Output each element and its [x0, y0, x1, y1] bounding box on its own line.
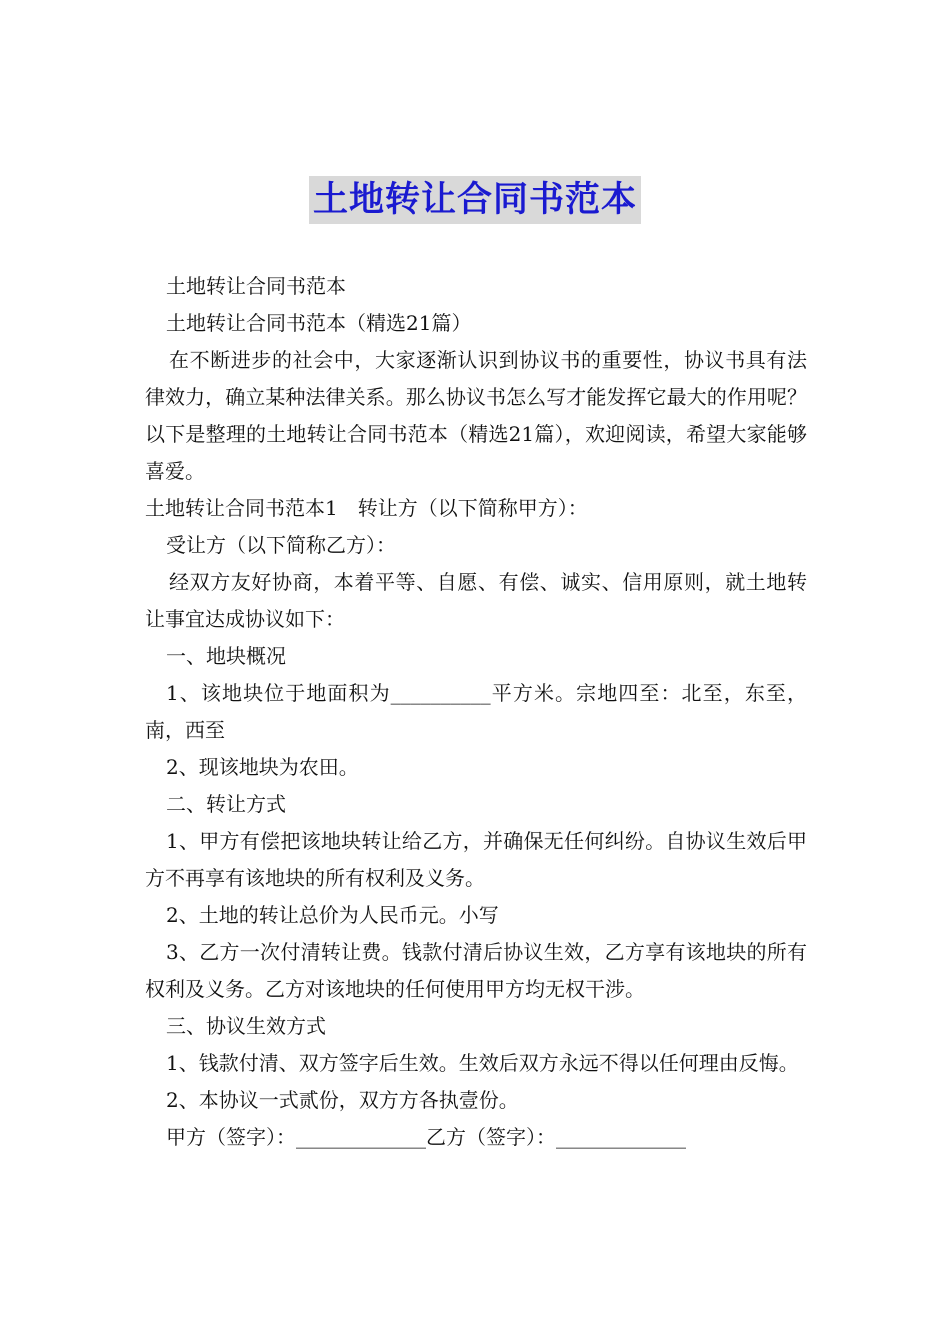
- paragraph: 3、乙方一次付清转让费。钱款付清后协议生效，乙方享有该地块的所有权利及义务。乙方对该地块的任何使用甲方均无权干涉。: [145, 940, 807, 1001]
- paragraph: 1、甲方有偿把该地块转让给乙方，并确保无任何纠纷。自协议生效后甲方不再享有该地块的所有权利及义务。: [145, 829, 807, 890]
- section-heading: 三、协议生效方式: [166, 1014, 326, 1038]
- paragraph: 土地转让合同书范本1 转让方（以下简称甲方）：: [145, 496, 588, 520]
- paragraph: 土地转让合同书范本: [166, 274, 346, 298]
- section-heading: 一、地块概况: [166, 644, 286, 668]
- paragraph: 1、该地块位于地面积为__________平方米。宗地四至：北至，东至，南，西至: [145, 681, 807, 742]
- paragraph: 2、土地的转让总价为人民币元。小写: [166, 903, 499, 927]
- paragraph: 1、钱款付清、双方签字后生效。生效后双方永远不得以任何理由反悔。: [166, 1051, 799, 1075]
- paragraph: 土地转让合同书范本（精选21篇）: [166, 311, 472, 335]
- document-title: 土地转让合同书范本: [309, 176, 641, 224]
- paragraph: 在不断进步的社会中，大家逐渐认识到协议书的重要性，协议书具有法律效力，确立某种法律关系。那么协议书怎么写才能发挥它最大的作用呢？以下是整理的土地转让合同书范本（精选21篇），欢迎阅读，希望大家能够喜爱。: [145, 348, 807, 483]
- paragraph: 2、现该地块为农田。: [166, 755, 359, 779]
- document-body: [145, 268, 807, 1156]
- paragraph: 2、本协议一式贰份，双方方各执壹份。: [166, 1088, 519, 1112]
- paragraph: 受让方（以下简称乙方）：: [166, 533, 396, 557]
- section-heading: 二、转让方式: [166, 792, 286, 816]
- signature-line: 甲方（签字）：_____________乙方（签字）：_____________: [166, 1125, 686, 1149]
- paragraph: 经双方友好协商，本着平等、自愿、有偿、诚实、信用原则，就土地转让事宜达成协议如下：: [145, 570, 807, 631]
- title-container: [0, 176, 950, 224]
